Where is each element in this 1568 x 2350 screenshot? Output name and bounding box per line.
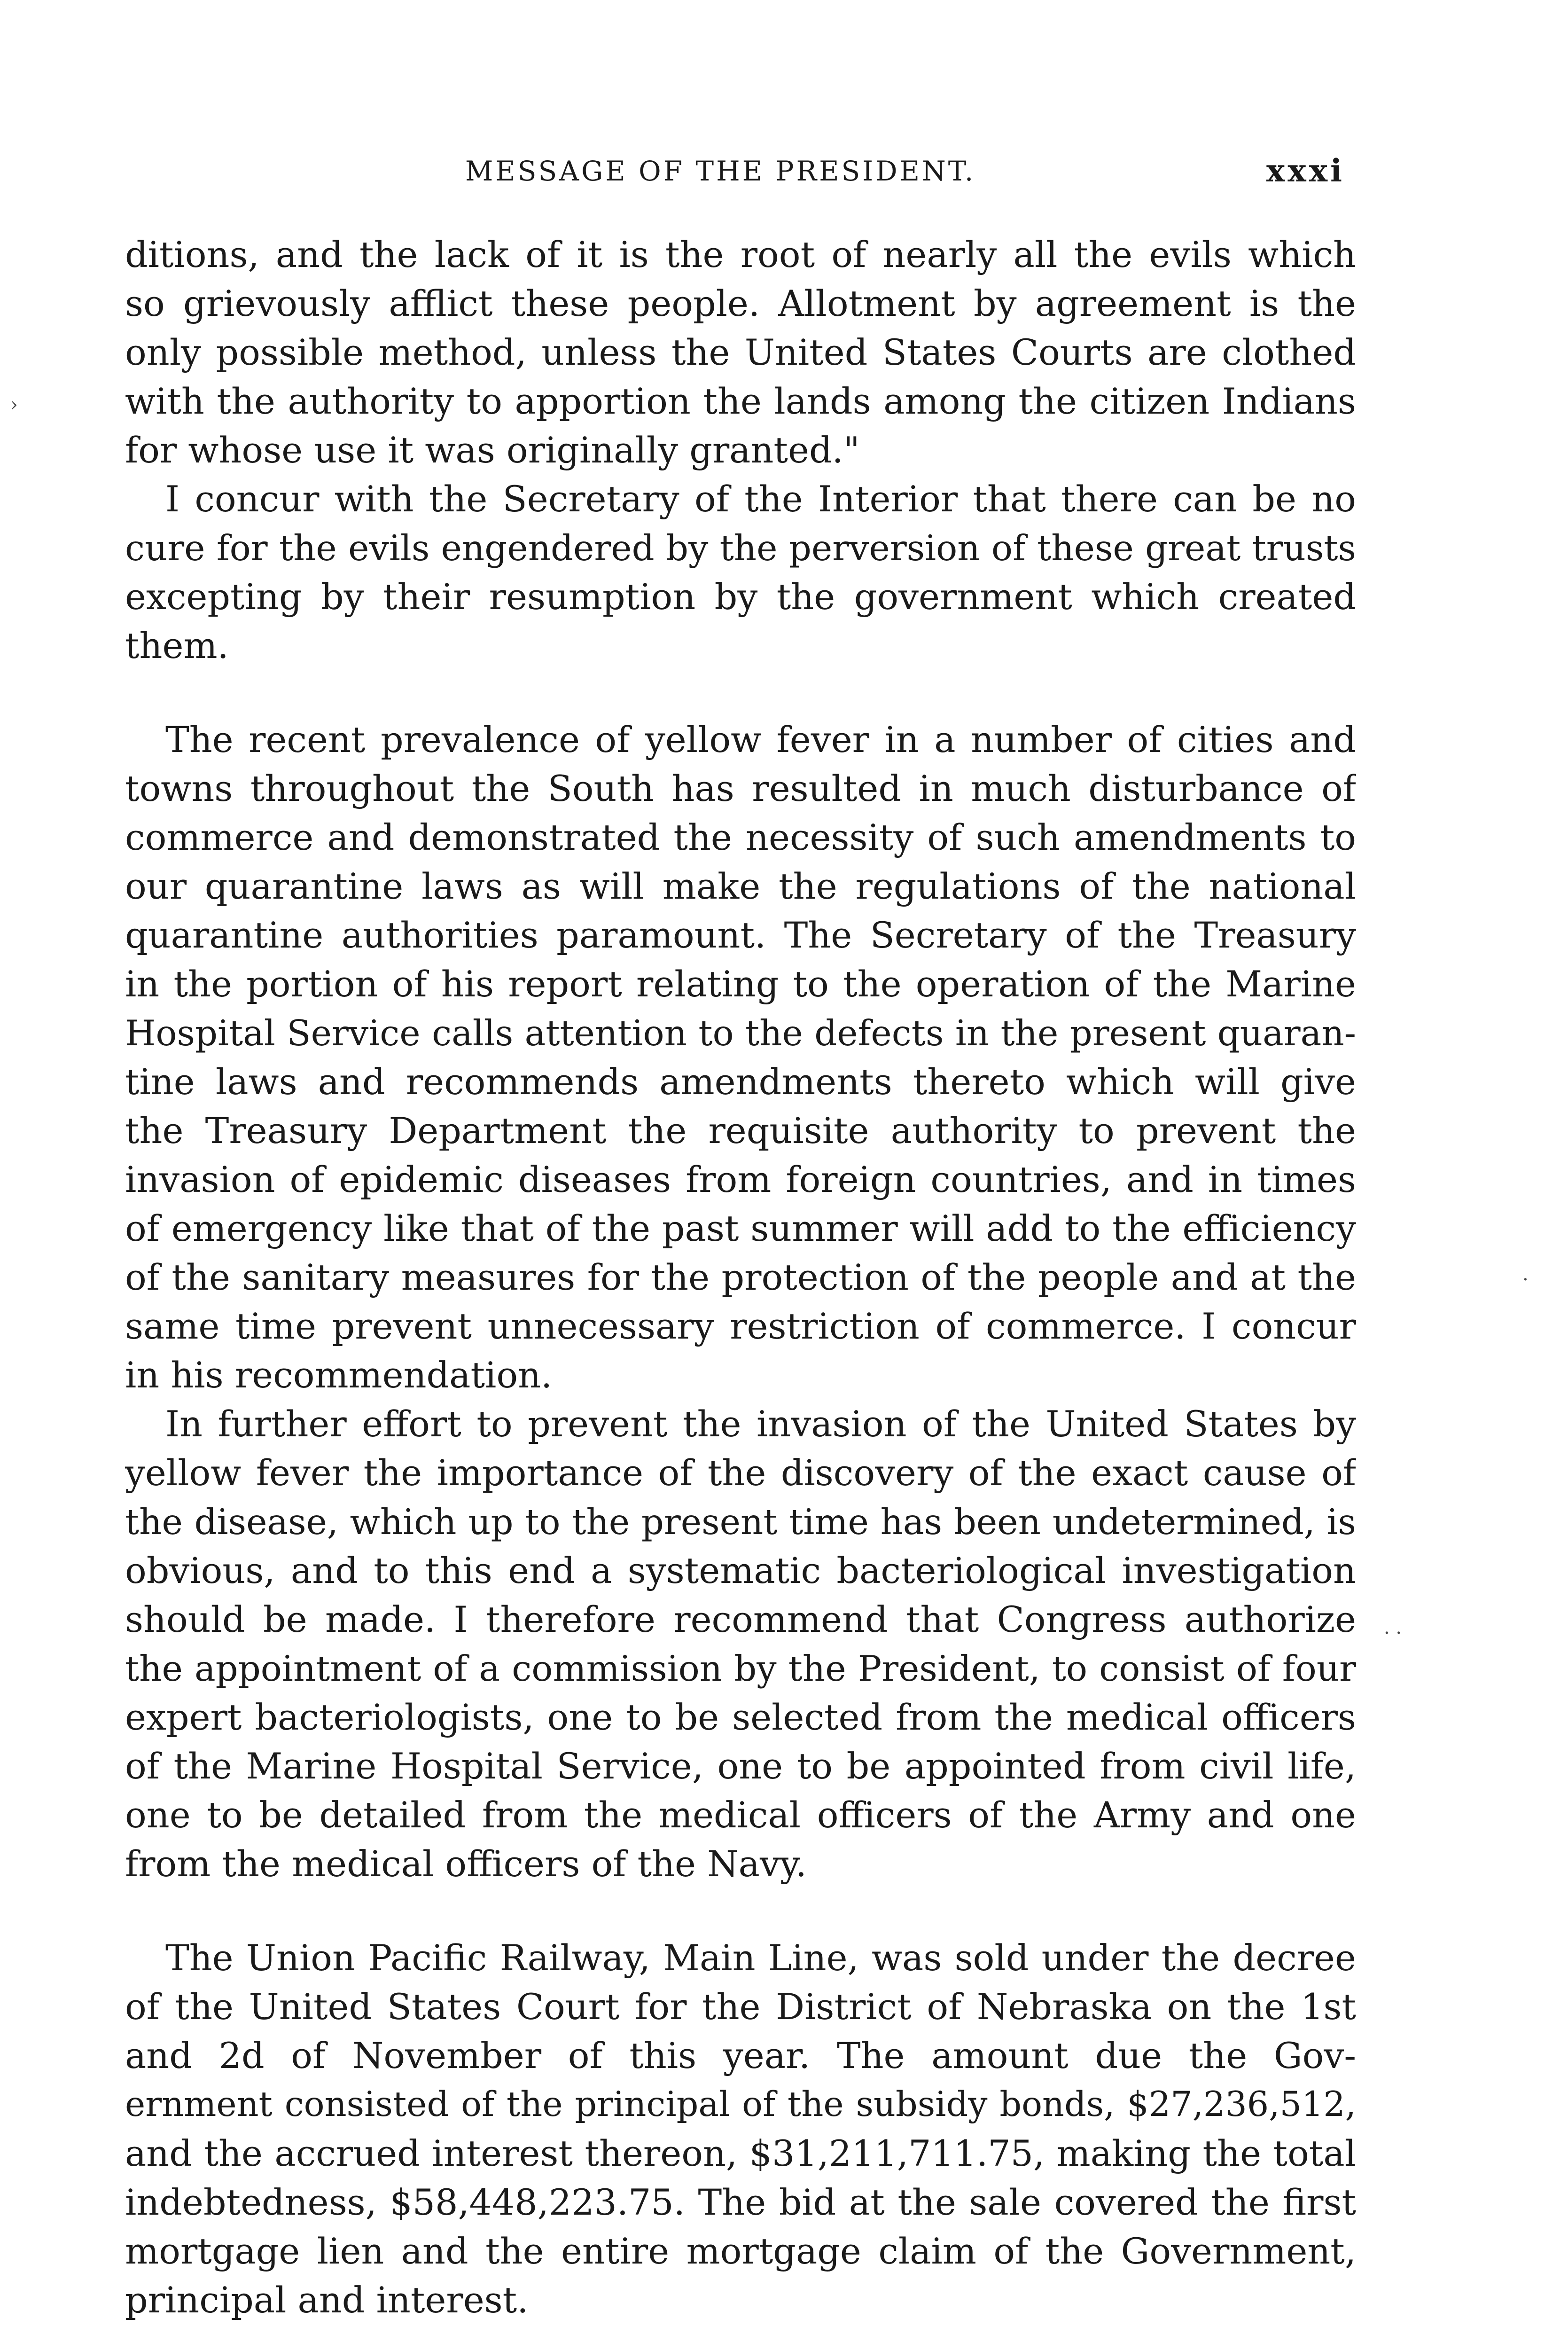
text-line: The Union Pacific Railway, Main Line, was sold under the decree — [165, 1937, 1356, 1979]
text-line: only possible method, unless the United States Courts are clothed — [125, 331, 1356, 373]
text-line: of the Marine Hospital Service, one to be appointed from civil life, — [125, 1745, 1356, 1787]
text-line: indebtedness, $58,448,223.75. The bid at the sale covered the first — [125, 2181, 1356, 2223]
page-number: xxxi — [1266, 152, 1345, 189]
text-line: towns throughout the South has resulted in much disturbance of — [125, 768, 1356, 809]
text-line: ernment consisted of the principal of the subsidy bonds, $27,236,512, — [125, 2084, 1356, 2124]
text-line: our quarantine laws as will make the regulations of the national — [125, 865, 1356, 907]
text-line: same time prevent unnecessary restriction of commerce. I concur — [125, 1305, 1356, 1347]
text-line: and 2d of November of this year. The amount due the Gov- — [125, 2035, 1356, 2076]
paragraph-5 — [125, 1934, 1356, 2325]
text-line: the disease, which up to the present time has been undetermined, is — [125, 1501, 1356, 1543]
paragraph-3 — [125, 715, 1356, 1400]
text-line: them. — [125, 625, 229, 666]
text-line: in his recommendation. — [125, 1354, 553, 1396]
text-line: excepting by their resumption by the government which created — [125, 576, 1356, 618]
text-line: principal and interest. — [125, 2279, 529, 2321]
text-line: from the medical officers of the Navy. — [125, 1843, 807, 1885]
text-line: for whose use it was originally granted." — [125, 429, 860, 471]
paragraph-2 — [125, 475, 1356, 670]
text-line: ditions, and the lack of it is the root of nearly all the evils which — [125, 234, 1356, 275]
body-text — [125, 230, 1356, 2325]
text-line: obvious, and to this end a systematic bacteriological investigation — [125, 1550, 1356, 1591]
text-line: yellow fever the importance of the discovery of the exact cause of — [125, 1452, 1356, 1494]
text-line: should be made. I therefore recommend that Congress authorize — [125, 1598, 1356, 1640]
text-line: In further effort to prevent the invasion of the United States by — [165, 1403, 1356, 1445]
text-line: so grievously afflict these people. Allotment by agreement is the — [125, 282, 1356, 324]
margin-mark: › — [10, 394, 18, 415]
text-line: expert bacteriologists, one to be selected from the medical officers — [125, 1696, 1356, 1738]
margin-mark: . . — [1384, 1617, 1402, 1638]
paragraph-4 — [125, 1400, 1356, 1888]
running-title: MESSAGE OF THE PRESIDENT. — [465, 155, 976, 187]
text-line: The recent prevalence of yellow fever in a number of cities and — [165, 719, 1356, 760]
text-line: the appointment of a commission by the President, to consist of four — [125, 1648, 1356, 1689]
text-line: with the authority to apportion the lands among the citizen Indians — [125, 380, 1356, 422]
text-line: of the United States Court for the District of Nebraska on the 1st — [125, 1986, 1356, 2028]
text-line: the Treasury Department the requisite authority to prevent the — [125, 1110, 1356, 1152]
text-line: one to be detailed from the medical officers of the Army and one — [125, 1794, 1356, 1836]
text-line: quarantine authorities paramount. The Secretary of the Treasury — [125, 914, 1356, 956]
text-line: I concur with the Secretary of the Interior that there can be no — [165, 478, 1356, 520]
running-head — [0, 152, 1568, 193]
text-line: of emergency like that of the past summer will add to the efficiency — [125, 1207, 1356, 1249]
text-line: invasion of epidemic diseases from foreign countries, and in times — [125, 1159, 1356, 1200]
section-break — [125, 1888, 1356, 1934]
margin-mark: · — [1522, 1269, 1529, 1291]
text-line: cure for the evils engendered by the perversion of these great trusts — [125, 527, 1356, 569]
text-line: of the sanitary measures for the protection of the people and at the — [125, 1256, 1356, 1298]
text-line: in the portion of his report relating to the operation of the Marine — [125, 963, 1356, 1005]
paragraph-1 — [125, 230, 1356, 475]
text-line: commerce and demonstrated the necessity of such amendments to — [125, 816, 1356, 858]
text-line: and the accrued interest thereon, $31,211,711.75, making the total — [125, 2132, 1356, 2174]
text-line: tine laws and recommends amendments thereto which will give — [125, 1061, 1356, 1103]
text-line: mortgage lien and the entire mortgage claim of the Government, — [125, 2230, 1356, 2272]
text-line: Hospital Service calls attention to the defects in the present quaran- — [125, 1012, 1356, 1054]
section-break — [125, 670, 1356, 715]
